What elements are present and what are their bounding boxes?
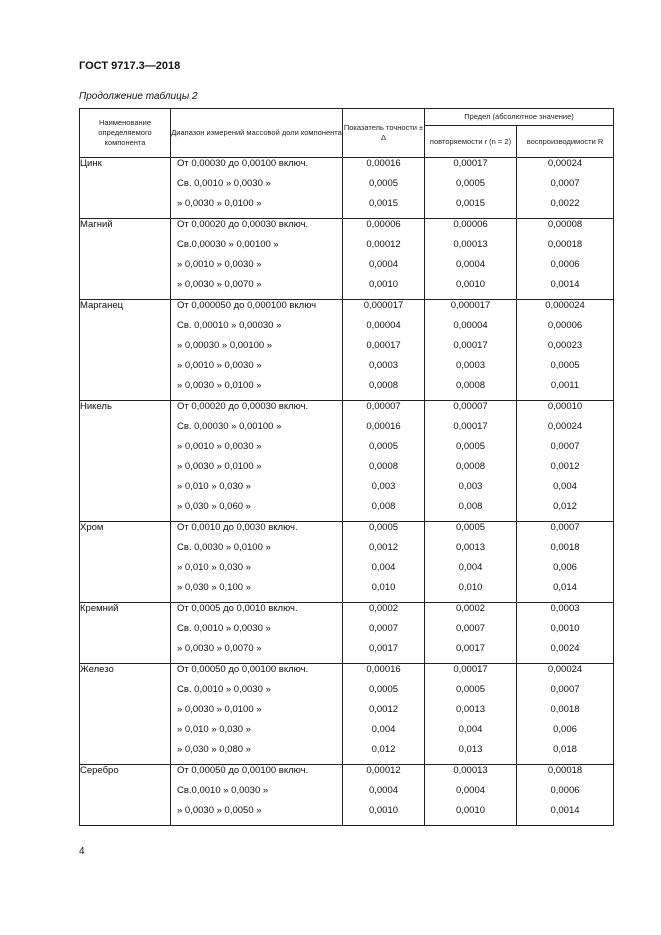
column-reproducibility — [517, 401, 614, 522]
cell-reproducibility: 0,00023 — [547, 340, 583, 351]
component-name: Магний — [80, 219, 171, 300]
cell-range: От 0,0010 до 0,0030 включ. — [177, 522, 298, 533]
cell-reproducibility: 0,0022 — [550, 198, 580, 209]
precision-table — [79, 108, 614, 826]
column-accuracy — [343, 765, 425, 826]
cell-repeatability: 0,0005 — [455, 522, 486, 533]
column-range — [171, 664, 343, 765]
cell-reproducibility: 0,0007 — [550, 684, 580, 695]
cell-reproducibility: 0,004 — [553, 481, 577, 492]
cell-accuracy: 0,00004 — [366, 320, 401, 331]
cell-accuracy: 0,0002 — [368, 603, 399, 614]
cell-repeatability: 0,0005 — [455, 684, 486, 695]
cell-range: Св. 0,00030 » 0,00100 » — [177, 421, 282, 432]
component-name: Железо — [80, 664, 171, 765]
cell-repeatability: 0,00013 — [453, 765, 488, 776]
cell-accuracy: 0,004 — [371, 562, 396, 573]
cell-range: От 0,00030 до 0,00100 включ. — [177, 158, 309, 169]
table-body — [80, 158, 614, 826]
cell-accuracy: 0,012 — [371, 744, 396, 755]
cell-repeatability: 0,00017 — [453, 340, 488, 351]
column-repeatability — [425, 401, 517, 522]
cell-repeatability: 0,0005 — [455, 178, 486, 189]
cell-accuracy: 0,0010 — [368, 805, 399, 816]
cell-reproducibility: 0,00018 — [547, 239, 583, 250]
cell-reproducibility: 0,0012 — [550, 461, 580, 472]
cell-repeatability: 0,00013 — [453, 239, 488, 250]
cell-reproducibility: 0,006 — [553, 562, 577, 573]
cell-accuracy: 0,00016 — [366, 664, 401, 675]
cell-reproducibility: 0,00024 — [547, 664, 583, 675]
component-name: Серебро — [80, 765, 171, 826]
cell-accuracy: 0,000017 — [363, 300, 404, 311]
cell-accuracy: 0,010 — [371, 582, 396, 593]
cell-accuracy: 0,0008 — [368, 380, 399, 391]
cell-range: » 0,030 » 0,080 » — [177, 744, 251, 755]
cell-range: От 0,0005 до 0,0010 включ. — [177, 603, 298, 614]
header-measurement-range: Диапазон измерений массовой доли компонента — [171, 109, 343, 158]
cell-range: Св. 0,0010 » 0,0030 » — [177, 178, 271, 189]
cell-range: От 0,00020 до 0,00030 включ. — [177, 219, 309, 230]
column-repeatability — [425, 219, 517, 300]
cell-accuracy: 0,0005 — [368, 178, 399, 189]
cell-reproducibility: 0,014 — [553, 582, 577, 593]
cell-range: Св.0,0010 » 0,0030 » — [177, 785, 269, 796]
table-row — [80, 401, 614, 522]
cell-accuracy: 0,00016 — [366, 158, 401, 169]
cell-reproducibility: 0,0024 — [550, 643, 580, 654]
cell-repeatability: 0,0013 — [455, 704, 486, 715]
cell-range: От 0,00050 до 0,00100 включ. — [177, 765, 309, 776]
cell-accuracy: 0,0015 — [368, 198, 399, 209]
column-repeatability — [425, 765, 517, 826]
cell-range: » 0,0030 » 0,0100 » — [177, 380, 262, 391]
cell-range: » 0,030 » 0,060 » — [177, 501, 251, 512]
cell-repeatability: 0,0004 — [455, 785, 486, 796]
cell-reproducibility: 0,0007 — [550, 522, 580, 533]
cell-reproducibility: 0,0006 — [550, 259, 580, 270]
cell-accuracy: 0,004 — [371, 724, 396, 735]
cell-reproducibility: 0,0014 — [550, 279, 580, 290]
column-reproducibility — [517, 158, 614, 219]
cell-range: » 0,0030 » 0,0070 » — [177, 279, 262, 290]
cell-reproducibility: 0,00024 — [547, 421, 583, 432]
cell-reproducibility: 0,00024 — [547, 158, 583, 169]
cell-reproducibility: 0,00006 — [547, 320, 583, 331]
cell-reproducibility: 0,0007 — [550, 441, 580, 452]
cell-repeatability: 0,00006 — [453, 219, 488, 230]
component-name: Цинк — [80, 158, 171, 219]
column-accuracy — [343, 522, 425, 603]
column-range — [171, 603, 343, 664]
cell-accuracy: 0,0005 — [368, 684, 399, 695]
cell-reproducibility: 0,00008 — [547, 219, 583, 230]
header-repeatability: повторяемости r (n = 2) — [425, 126, 517, 158]
cell-reproducibility: 0,0011 — [550, 380, 580, 391]
column-reproducibility — [517, 300, 614, 401]
cell-range: » 0,0030 » 0,0070 » — [177, 643, 262, 654]
column-range — [171, 300, 343, 401]
table-row — [80, 765, 614, 826]
cell-repeatability: 0,0010 — [455, 279, 486, 290]
column-accuracy — [343, 219, 425, 300]
component-name: Кремний — [80, 603, 171, 664]
cell-accuracy: 0,0003 — [368, 360, 399, 371]
header-limit-group: Предел (абсолютное значение) — [425, 109, 614, 126]
cell-accuracy: 0,00017 — [366, 340, 401, 351]
column-repeatability — [425, 664, 517, 765]
column-reproducibility — [517, 522, 614, 603]
cell-repeatability: 0,0008 — [455, 461, 486, 472]
cell-range: » 0,010 » 0,030 » — [177, 724, 251, 735]
header-component-name: Наименование определяемого компонента — [80, 109, 171, 158]
column-range — [171, 401, 343, 522]
cell-range: Св. 0,0030 » 0,0100 » — [177, 542, 271, 553]
cell-repeatability: 0,008 — [458, 501, 483, 512]
page-number: 4 — [79, 846, 85, 857]
cell-repeatability: 0,0005 — [455, 441, 486, 452]
cell-range: » 0,0010 » 0,0030 » — [177, 441, 262, 452]
cell-accuracy: 0,00012 — [366, 239, 401, 250]
cell-repeatability: 0,0002 — [455, 603, 486, 614]
cell-repeatability: 0,004 — [458, 724, 483, 735]
column-reproducibility — [517, 664, 614, 765]
cell-accuracy: 0,0005 — [368, 522, 399, 533]
cell-repeatability: 0,0003 — [455, 360, 486, 371]
cell-repeatability: 0,0010 — [455, 805, 486, 816]
cell-reproducibility: 0,018 — [553, 744, 577, 755]
cell-reproducibility: 0,0003 — [550, 603, 580, 614]
cell-reproducibility: 0,000024 — [545, 300, 585, 311]
cell-repeatability: 0,0008 — [455, 380, 486, 391]
column-repeatability — [425, 158, 517, 219]
column-repeatability — [425, 603, 517, 664]
cell-repeatability: 0,00017 — [453, 158, 488, 169]
table-row — [80, 664, 614, 765]
cell-repeatability: 0,003 — [458, 481, 483, 492]
header-reproducibility: воспроизводимости R — [517, 126, 614, 158]
cell-accuracy: 0,00006 — [366, 219, 401, 230]
cell-repeatability: 0,0007 — [455, 623, 486, 634]
cell-reproducibility: 0,00018 — [547, 765, 583, 776]
cell-range: От 0,00050 до 0,00100 включ. — [177, 664, 309, 675]
cell-reproducibility: 0,0018 — [550, 542, 580, 553]
cell-repeatability: 0,0015 — [455, 198, 486, 209]
cell-reproducibility: 0,0018 — [550, 704, 580, 715]
table-row — [80, 522, 614, 603]
component-name: Хром — [80, 522, 171, 603]
column-accuracy — [343, 158, 425, 219]
table-row — [80, 219, 614, 300]
cell-repeatability: 0,013 — [458, 744, 483, 755]
cell-accuracy: 0,00016 — [366, 421, 401, 432]
cell-repeatability: 0,0004 — [455, 259, 486, 270]
cell-range: Св. 0,0010 » 0,0030 » — [177, 623, 271, 634]
cell-accuracy: 0,0012 — [368, 704, 399, 715]
cell-reproducibility: 0,0006 — [550, 785, 580, 796]
header-accuracy: Показатель точности ± Δ — [343, 109, 425, 158]
column-accuracy — [343, 401, 425, 522]
column-range — [171, 219, 343, 300]
column-range — [171, 765, 343, 826]
cell-reproducibility: 0,0007 — [550, 178, 580, 189]
column-reproducibility — [517, 765, 614, 826]
component-name: Никель — [80, 401, 171, 522]
cell-range: » 0,010 » 0,030 » — [177, 562, 251, 573]
document-title: ГОСТ 9717.3—2018 — [79, 60, 181, 72]
cell-repeatability: 0,000017 — [450, 300, 491, 311]
cell-reproducibility: 0,012 — [553, 501, 577, 512]
cell-range: » 0,0010 » 0,0030 » — [177, 360, 262, 371]
cell-repeatability: 0,0013 — [455, 542, 486, 553]
cell-repeatability: 0,010 — [458, 582, 483, 593]
cell-range: » 0,00030 » 0,00100 » — [177, 340, 273, 351]
cell-repeatability: 0,00007 — [453, 401, 488, 412]
cell-accuracy: 0,0012 — [368, 542, 399, 553]
cell-range: » 0,0030 » 0,0100 » — [177, 704, 262, 715]
cell-range: » 0,030 » 0,100 » — [177, 582, 251, 593]
cell-accuracy: 0,003 — [371, 481, 396, 492]
column-range — [171, 158, 343, 219]
cell-accuracy: 0,0007 — [368, 623, 399, 634]
column-repeatability — [425, 300, 517, 401]
cell-range: От 0,000050 до 0,000100 включ — [177, 300, 317, 311]
cell-accuracy: 0,0008 — [368, 461, 399, 472]
column-range — [171, 522, 343, 603]
cell-reproducibility: 0,0014 — [550, 805, 580, 816]
column-repeatability — [425, 522, 517, 603]
column-accuracy — [343, 300, 425, 401]
cell-reproducibility: 0,0010 — [550, 623, 580, 634]
cell-range: » 0,0010 » 0,0030 » — [177, 259, 262, 270]
cell-range: » 0,0030 » 0,0100 » — [177, 198, 262, 209]
cell-range: Св. 0,0010 » 0,0030 » — [177, 684, 271, 695]
cell-range: От 0,00020 до 0,00030 включ. — [177, 401, 309, 412]
column-accuracy — [343, 664, 425, 765]
cell-range: » 0,0030 » 0,0050 » — [177, 805, 262, 816]
column-reproducibility — [517, 219, 614, 300]
cell-reproducibility: 0,00010 — [547, 401, 583, 412]
cell-repeatability: 0,00017 — [453, 664, 488, 675]
cell-accuracy: 0,00012 — [366, 765, 401, 776]
cell-range: Св.0,00030 » 0,00100 » — [177, 239, 279, 250]
cell-range: » 0,0030 » 0,0100 » — [177, 461, 262, 472]
cell-range: » 0,010 » 0,030 » — [177, 481, 251, 492]
cell-reproducibility: 0,006 — [553, 724, 577, 735]
cell-accuracy: 0,008 — [371, 501, 396, 512]
cell-accuracy: 0,0004 — [368, 259, 399, 270]
column-reproducibility — [517, 603, 614, 664]
cell-accuracy: 0,0004 — [368, 785, 399, 796]
column-accuracy — [343, 603, 425, 664]
cell-repeatability: 0,0017 — [455, 643, 486, 654]
component-name: Марганец — [80, 300, 171, 401]
cell-accuracy: 0,0005 — [368, 441, 399, 452]
cell-accuracy: 0,0017 — [368, 643, 399, 654]
cell-repeatability: 0,00017 — [453, 421, 488, 432]
cell-repeatability: 0,004 — [458, 562, 483, 573]
table-caption: Продолжение таблицы 2 — [79, 91, 198, 102]
table-row — [80, 158, 614, 219]
table-row — [80, 300, 614, 401]
cell-accuracy: 0,0010 — [368, 279, 399, 290]
cell-reproducibility: 0,0005 — [550, 360, 580, 371]
cell-repeatability: 0,00004 — [453, 320, 488, 331]
cell-accuracy: 0,00007 — [366, 401, 401, 412]
table-row — [80, 603, 614, 664]
cell-range: Св. 0,00010 » 0,00030 » — [177, 320, 282, 331]
